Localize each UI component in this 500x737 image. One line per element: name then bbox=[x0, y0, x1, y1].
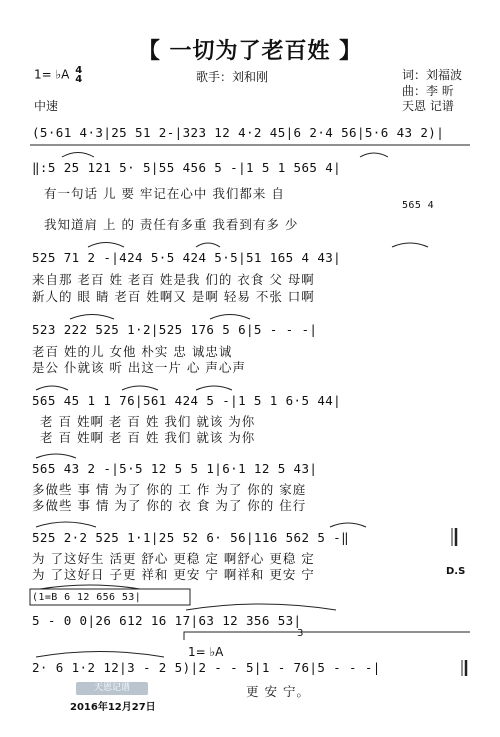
slur-mark bbox=[36, 386, 68, 390]
score-line-3: 525 71 2 -|424 5·5 424 5·5|51 165 4 43| bbox=[32, 250, 342, 265]
slur-mark bbox=[122, 386, 158, 390]
score-line-1: (5·61 4·3|25 51 2-|323 12 4·2 45|6 2·4 56|5·6 43 2)| bbox=[32, 125, 445, 140]
lyrics-line-3a: 来自那 老百 姓 老百 姓是我 们的 衣食 父 母啊 bbox=[32, 272, 315, 287]
slur-mark bbox=[186, 604, 336, 610]
date-stamp: 2016年12月27日 bbox=[70, 702, 156, 713]
score-line-6: 565 43 2 -|5·5 12 5 5 1|6·1 12 5 43| bbox=[32, 461, 318, 476]
dal-segno-mark: D.S bbox=[446, 566, 466, 577]
time-top: 4 bbox=[75, 65, 83, 76]
time-bottom: 4 bbox=[75, 74, 83, 85]
slur-mark bbox=[88, 243, 124, 248]
slur-mark bbox=[196, 243, 220, 247]
triplet-mark: 3 bbox=[297, 628, 304, 639]
modulation-pickup: (1=B 6 12 656 53| bbox=[32, 592, 142, 603]
key-signature bbox=[34, 66, 82, 84]
composer-credit: 曲：李 昕 bbox=[402, 84, 454, 98]
slur-mark bbox=[62, 153, 94, 158]
score-line-4: 523 222 525 1·2|525 176 5 6|5 - - -| bbox=[32, 322, 318, 337]
lyrics-line-4b: 是公 仆就该 听 出这一片 心 声心声 bbox=[32, 360, 246, 375]
lyrics-line-9: 更 安 宁。 bbox=[246, 684, 310, 699]
slur-mark bbox=[196, 386, 232, 390]
lyrics-line-2a: 有一句话 儿 要 牢记在心中 我们都来 自 bbox=[44, 186, 285, 201]
slur-mark bbox=[36, 454, 76, 458]
slur-mark bbox=[392, 243, 428, 247]
lyrics-line-5a: 老 百 姓啊 老 百 姓 我们 就该 为你 bbox=[40, 414, 256, 429]
lyrics-line-4a: 老百 姓的儿 女他 朴实 忠 诚忠诚 bbox=[32, 344, 233, 359]
slur-mark bbox=[210, 315, 250, 320]
score-line-2: ‖:5 25 121 5· 5|55 456 5 -|1 5 1 565 4| bbox=[32, 160, 342, 175]
volta-bracket bbox=[184, 632, 470, 640]
slur-mark bbox=[36, 652, 164, 658]
lyrics-line-2b: 我知道肩 上 的 责任有多重 我看到有多 少 bbox=[44, 217, 299, 232]
lyrics-line-7a: 为 了这好生 活更 舒心 更稳 定 啊舒心 更稳 定 bbox=[32, 551, 315, 566]
key-change: 1= ♭A bbox=[188, 645, 224, 659]
score-line-5: 565 45 1 1 76|561 424 5 -|1 5 1 6·5 44| bbox=[32, 393, 342, 408]
song-title: 【 一切为了老百姓 】 bbox=[137, 39, 363, 64]
key-label: 1= ♭A bbox=[34, 67, 70, 82]
tempo-marking: 中速 bbox=[34, 99, 59, 113]
slur-mark bbox=[40, 585, 140, 589]
slur-mark bbox=[330, 523, 366, 527]
transcriber-stamp: 天恩记谱 bbox=[76, 682, 148, 695]
singer-credit: 歌手：刘和刚 bbox=[196, 70, 269, 84]
slur-mark bbox=[36, 522, 96, 527]
slur-mark bbox=[70, 315, 114, 320]
slur-mark bbox=[360, 153, 388, 157]
lyrics-line-6b: 多做些 事 情 为了 你的 衣 食 为了 你的 住行 bbox=[32, 498, 307, 513]
lyrics-line-7b: 为 了这好日 子更 祥和 更安 宁 啊祥和 更安 宁 bbox=[32, 567, 315, 582]
time-signature bbox=[75, 66, 82, 84]
score-line-7: 525 2·2 525 1·1|25 52 6· 56|116 562 5 -‖ bbox=[32, 530, 350, 545]
lyrics-line-6a: 多做些 事 情 为了 你的 工 作 为了 你的 家庭 bbox=[32, 482, 307, 497]
lyrics-line-5b: 老 百 姓啊 老 百 姓 我们 就该 为你 bbox=[40, 430, 256, 445]
lyricist-credit: 词：刘福波 bbox=[402, 68, 463, 82]
pickup-notes: 565 4 bbox=[402, 200, 435, 211]
score-line-8: 5 - 0 0|26 612 16 17|63 12 356 53| bbox=[32, 613, 302, 628]
score-line-9: 2· 6 1·2 12|3 - 2 5)|2 - - 5|1 - 76|5 - - -| bbox=[32, 660, 381, 675]
transcriber-credit: 天恩 记谱 bbox=[402, 99, 454, 113]
lyrics-line-3b: 新人的 眼 睛 老百 姓啊又 是啊 轻易 不张 口啊 bbox=[32, 289, 315, 304]
